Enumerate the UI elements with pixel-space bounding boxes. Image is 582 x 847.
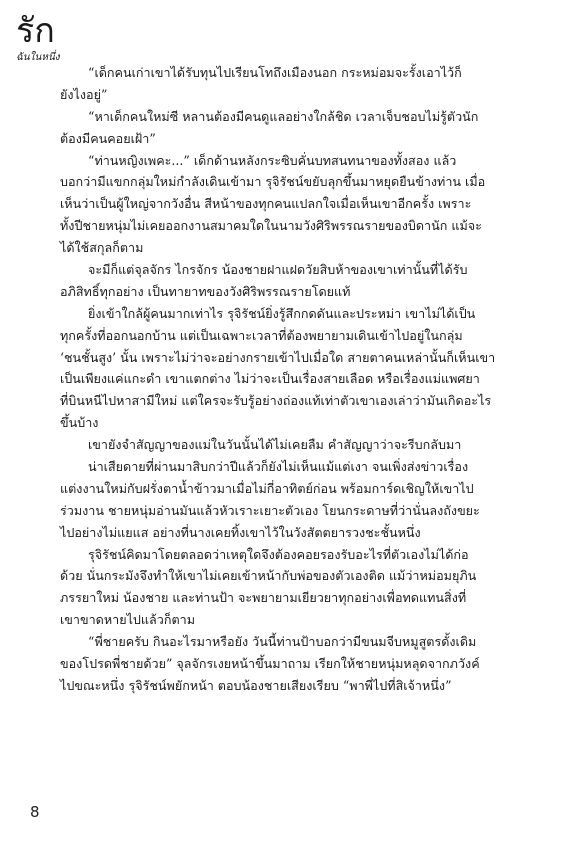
text-line: ที่บินหนีไปหาสามีใหม่ แต่ใครจะรับรู้อย่างถ่องแท้เท่าตัวเขาเองเล่าว่ามันเกิดอะไร [60, 393, 492, 409]
text-line: บอกว่ามีแขกกลุ่มใหม่กำลังเดินเข้ามา รุจิรัชน์ขยับลุกขึ้นมาหยุดยืนข้างท่าน เมื่อ [60, 174, 486, 190]
text-line: ยังไงอยู่” [60, 86, 108, 102]
text-line: รุจิรัชน์คิดมาโดยตลอดว่าเหตุใดจึงต้องคอยรองรับอะไรที่ตัวเองไม่ได้ก่อ [88, 546, 469, 562]
text-line: น่าเสียดายที่ผ่านมาสิบกว่าปีแล้วก็ยังไม่เห็นแม้แต่เงา จนเพิ่งส่งข่าวเรื่อง [88, 459, 469, 475]
text-line: ร่วมงาน ชายหนุ่มอ่านมันแล้วหัวเราะเยาะตัวเอง โยนกระดาษที่ว่านั่นลงถังขยะ [60, 502, 480, 518]
paragraph [60, 456, 514, 544]
paragraph [60, 259, 514, 303]
text-line: เขายังจำสัญญาของแม่ในวันนั้นได้ไม่เคยลืม คำสัญญาว่าจะรีบกลับมา [88, 437, 462, 453]
text-line: “ท่านหญิงเพคะ...” เด็กด้านหลังกระซิบคั่นบทสนทนาของทั้งสอง แล้ว [88, 152, 457, 168]
paragraph [60, 150, 514, 259]
text-line: ได้ใช้สกุลก็ตาม [60, 240, 144, 256]
text-line: อภิสิทธิ์ทุกอย่าง เป็นทายาทของวังศิริพรรณรายโดยแท้ [60, 283, 351, 299]
text-line: เห็นว่าเป็นผู้ใหญ่จากวังอื่น สีหน้าของทุกคนแปลกใจเมื่อเห็นเขาอีกครั้ง เพราะ [60, 196, 472, 212]
text-line: ไปอย่างไม่แยแส อย่างที่นางเคยทิ้งเขาไว้ในวังสัตตยารวงชะชั้นหนึ่ง [60, 524, 421, 540]
logo-graphic [14, 6, 84, 64]
paragraph [60, 303, 514, 434]
logo-title: รัก [16, 11, 55, 51]
text-line: “เด็กคนเก่าเขาได้รับทุนไปเรียนโทถึงเมืองนอก กระหม่อมจะรั้งเอาไว้ก็ [88, 65, 462, 80]
text-line: เขาขาดหายไปแล้วก็ตาม [60, 612, 196, 628]
page-number: 8 [30, 803, 40, 821]
text-line: “พี่ชายครับ กินอะไรมาหรือยัง วันนี้ท่านป้าบอกว่ามีขนมจีบหมูสูตรดั้งเดิม [88, 634, 477, 650]
text-line: ภรรยาใหม่ น้องชาย และท่านป้า จะพยายามเยียวยาทุกอย่างเพื่อทดแทนสิ่งที่ [60, 590, 467, 606]
paragraph [60, 631, 514, 697]
book-logo [14, 6, 84, 64]
paragraph [60, 106, 514, 150]
text-line: ทุกครั้งที่ออกนอกบ้าน แต่เป็นเฉพาะเวลาที่ต้องพยายามเดินเข้าไปอยู่ในกลุ่ม [60, 327, 463, 343]
text-line: จะมีก็แต่จุลจักร ไกรจักร น้องชายฝาแฝดวัยสิบห้าของเขาเท่านั้นที่ได้รับ [88, 262, 468, 278]
text-line: ไปขณะหนึ่ง รุจิรัชน์พยักหน้า ตอบน้องชายเสียงเรียบ “พาพี่ไปที่สิเจ้าหนึ่ง” [60, 677, 452, 693]
text-line: ‘ชนชั้นสูง’ นั้น เพราะไม่ว่าจะอย่างกรายเข้าไปเมื่อใด สายตาคนเหล่านั้นก็เห็นเขา [60, 349, 496, 365]
text-line: ยิ่งเข้าใกล้ผู้คนมากเท่าไร รุจิรัชน์ยิ่งรู้สึกกดดันและประหม่า เขาไม่ได้เป็น [88, 305, 476, 321]
text-line: ด้วย นั่นกระมังจึงทำให้เขาไม่เคยเข้าหน้ากับพ่อของตัวเองติด แม้ว่าหม่อมยุภิน [60, 568, 477, 584]
text-line: แต่งงานใหม่กับฝรั่งตาน้ำข้าวมาเมื่อไม่กี่อาทิตย์ก่อน พร้อมการ์ดเชิญให้เขาไป [60, 480, 474, 496]
text-line: ทั้งปีชายหนุ่มไม่เคยออกงานสมาคมใดในนามวังศิริพรรณรายของบิดานัก แม้จะ [60, 218, 482, 234]
text-line: เป็นเพียงแค่แกะดำ เขาแตกต่าง ไม่ว่าจะเป็นเรื่องสายเลือด หรือเรื่องแม่แพศยา [60, 371, 480, 387]
logo-subtitle: ฉันในหนึ่ง [16, 52, 60, 63]
paragraph [60, 544, 514, 632]
paragraph [60, 434, 514, 456]
text-line: ขึ้นบ้าง [60, 415, 99, 431]
paragraph [60, 62, 514, 106]
text-line: “หาเด็กคนใหม่ซี หลานต้องมีคนดูแลอย่างใกล้ชิด เวลาเจ็บชอบไม่รู้ตัวนัก [88, 108, 479, 124]
text-line: ต้องมีคนคอยเฝ้า” [60, 130, 156, 146]
chapter-body [60, 62, 514, 697]
text-line: ของโปรดพี่ชายด้วย” จุลจักรเงยหน้าขึ้นมาถาม เรียกให้ชายหนุ่มหลุดจากภวังค์ [60, 656, 480, 672]
